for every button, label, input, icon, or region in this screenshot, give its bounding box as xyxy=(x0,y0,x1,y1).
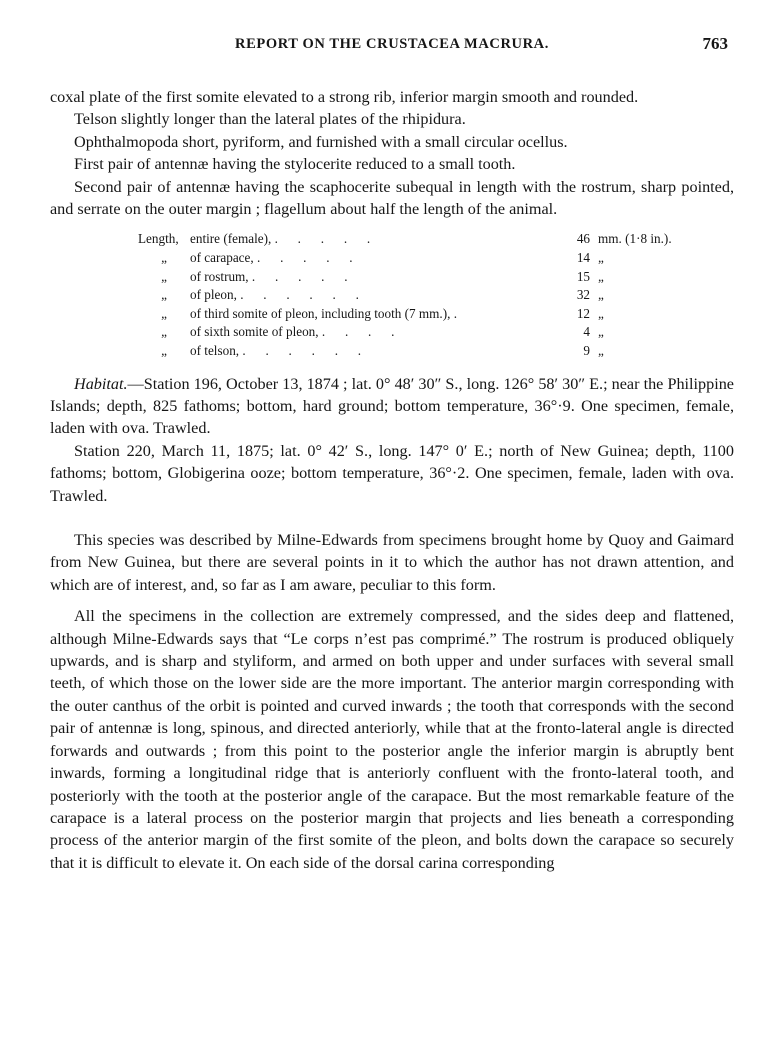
measurement-value: 32 xyxy=(576,287,590,303)
measurement-unit: „ xyxy=(598,250,604,266)
measurement-label: of pleon, xyxy=(190,287,237,303)
measurement-value: 14 xyxy=(576,250,590,266)
measurement-unit: „ xyxy=(598,343,604,358)
measurement-row xyxy=(138,323,672,342)
measurement-row xyxy=(138,230,672,249)
measurement-ditto: „ xyxy=(161,343,167,358)
measurement-label: of carapace, xyxy=(190,250,254,266)
paragraph-discussion-2: All the specimens in the collection are extremely compressed, and the sides deep and flattened, although Milne-Edwards says that “Le corps n’est pas comprimé.” The rostrum is produced obliquely upwards, and is sharp and styliform, and armed on both upper and under surfaces with several small teeth, of which those on the lower side are the more important. The anterior margin corresponding with the outer canthus of the orbit is pointed and curved inwards ; the tooth that corresponds with the second pair of antennæ is long, spinous, and directed anteriorly, while that at the fronto-lateral angle is directed forwards and outwards ; from this point to the posterior angle the inferior margin is abruptly bent inwards, forming a longitudinal ridge that is anteriorly confluent with the fronto-lateral tooth, and posteriorly with the tooth at the posterior angle of the carapace. But the most remarkable feature of the carapace is a lateral process on the posterior margin that projects and lies beneath a corresponding process of the anterior margin of the first somite of the pleon, and bolts down the carapace so securely that it is difficult to elevate it. On each side of the dorsal carina corresponding xyxy=(50,607,734,872)
paragraph-telson: Telson slightly longer than the lateral plates of the rhipidura. xyxy=(74,110,466,129)
measurement-unit: „ xyxy=(598,305,604,321)
measurement-ditto: „ xyxy=(161,268,167,284)
measurement-ditto: Length, xyxy=(138,231,179,247)
measurement-label: of sixth somite of pleon, xyxy=(190,324,319,340)
measurements-table xyxy=(138,230,672,360)
measurement-label: of rostrum, xyxy=(190,268,249,284)
leader-dots: . xyxy=(453,305,458,321)
measurement-ditto: „ xyxy=(161,250,167,266)
paragraph-discussion-1: This species was described by Milne-Edwards from specimens brought home by Quoy and Gaimard from New Guinea, but there are several points in it to which the author has not drawn attention, and which are of interest, and, so far as I am aware, peculiar to this form. xyxy=(50,531,734,594)
leader-dots: . . . . . xyxy=(274,231,371,247)
running-title: REPORT ON THE CRUSTACEA MACRURA. xyxy=(235,36,549,52)
leader-dots: . . . . . xyxy=(256,250,353,266)
page-number: 763 xyxy=(702,34,728,53)
paragraph-ophthalmopoda: Ophthalmopoda short, pyriform, and furnished with a small circular ocellus. xyxy=(74,132,568,151)
habitat-label: Habitat. xyxy=(74,374,128,393)
leader-dots: . . . . . . xyxy=(242,343,362,358)
measurement-row xyxy=(138,268,672,287)
measurement-value: 12 xyxy=(576,305,590,321)
measurement-ditto: „ xyxy=(161,324,167,340)
measurement-unit: „ xyxy=(598,287,604,303)
measurement-unit: „ xyxy=(598,324,604,340)
leader-dots: . . . . . xyxy=(251,268,348,284)
leader-dots: . . . . . . xyxy=(240,287,359,303)
paragraph-second-antennae: Second pair of antennæ having the scaphocerite subequal in length with the rostrum, sharp pointed, and serrate on the outer margin ; flagellum about half the length of the animal. xyxy=(50,177,734,219)
measurement-label: entire (female), xyxy=(190,231,272,247)
measurement-ditto: „ xyxy=(161,287,167,303)
measurement-label: of telson, xyxy=(190,343,240,358)
measurement-unit: „ xyxy=(598,268,604,284)
measurement-row xyxy=(138,305,672,324)
measurement-unit: mm. (1·8 in.). xyxy=(598,231,672,247)
measurement-row xyxy=(138,249,672,268)
measurement-value: 9 xyxy=(583,343,590,358)
running-header xyxy=(50,36,734,60)
measurement-value: 46 xyxy=(576,231,590,247)
paragraph-habitat-196 xyxy=(50,373,734,440)
measurement-ditto: „ xyxy=(161,305,167,321)
paragraph-coxal-plate: coxal plate of the first somite elevated to a strong rib, inferior margin smooth and rounded. xyxy=(50,88,639,106)
paragraph-habitat-220: Station 220, March 11, 1875; lat. 0° 42′ S., long. 147° 0′ E.; north of New Guinea; depth, 1100 fathoms; bottom, Globigerina ooze; bottom temperature, 36°·2. One specimen, female, laden with ova. Trawled. xyxy=(50,441,734,505)
paragraph-first-antennae: First pair of antennæ having the stylocerite reduced to a small tooth. xyxy=(74,155,516,174)
measurement-row xyxy=(138,342,672,361)
habitat-station-196: —Station 196, October 13, 1874 ; lat. 0° 48′ 30″ S., long. 126° 58′ 30″ E.; near the Philippine Islands; depth, 825 fathoms; bottom, hard ground; bottom temperature, 36°·9. One specimen, female, laden with ova. Trawled. xyxy=(50,374,734,438)
measurement-row xyxy=(138,286,672,305)
measurement-label: of third somite of pleon, including tooth (7 mm.), xyxy=(190,305,451,321)
measurement-value: 15 xyxy=(576,268,590,284)
body-text xyxy=(50,86,734,874)
measurement-value: 4 xyxy=(583,324,590,340)
leader-dots: . . . . xyxy=(321,324,395,340)
